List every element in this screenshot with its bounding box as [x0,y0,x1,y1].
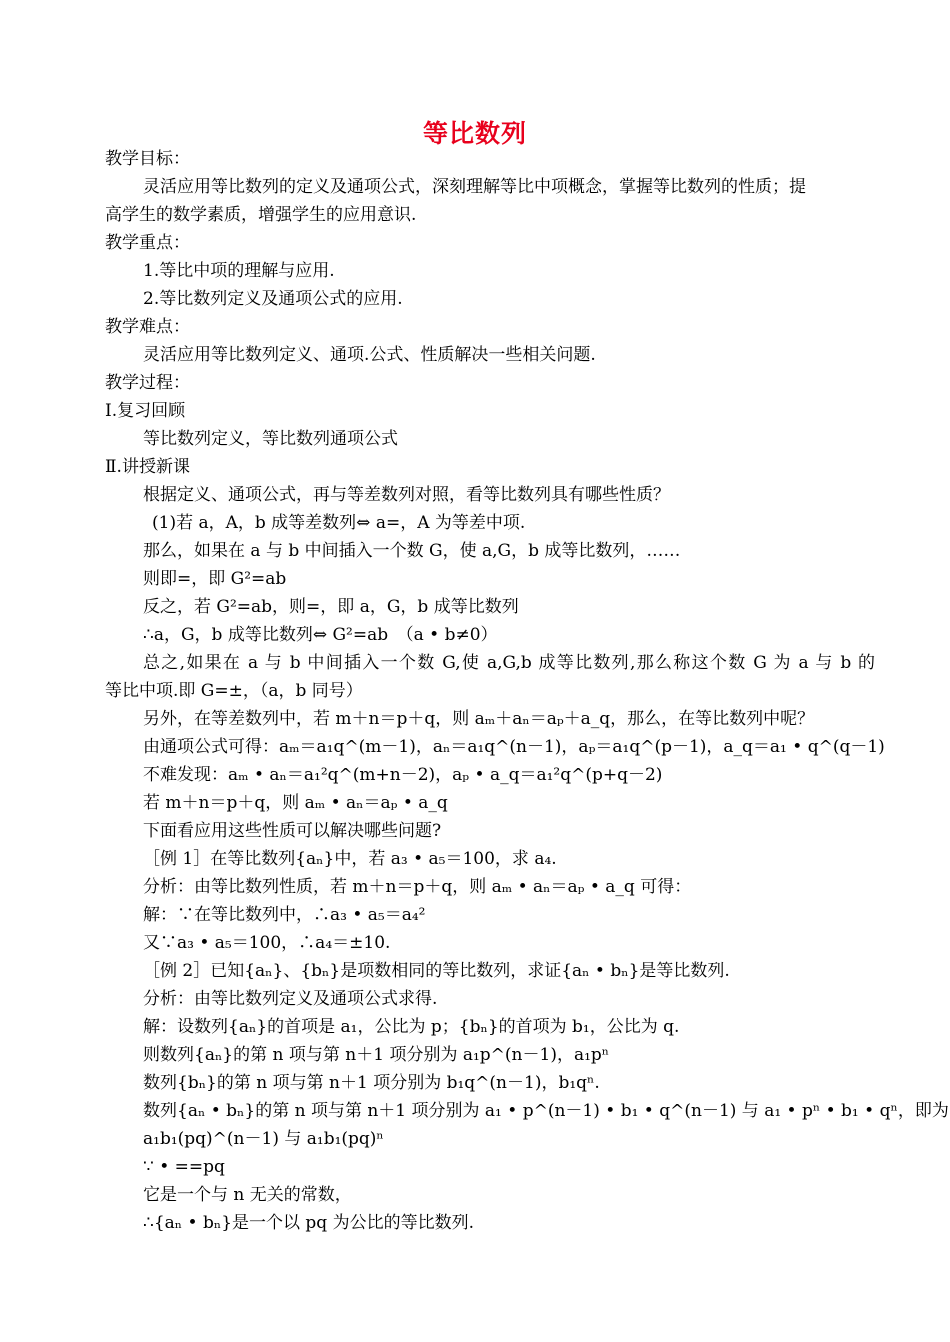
example-1-statement: ［例 1］在等比数列{aₙ}中，若 a₃ • a₅＝100，求 a₄. [143,849,557,869]
review-text: 等比数列定义，等比数列通项公式 [143,429,398,449]
example-2-solution-line-6: ∵ • ==pq [143,1157,225,1177]
property-1-line: (1)若 a，A，b 成等差数列⇔ a=，A 为等差中项. [152,513,526,533]
example-2-solution-line-2: 则数列{aₙ}的第 n 项与第 n＋1 项分别为 a₁p^(n－1)，a₁pⁿ [143,1045,610,1065]
example-2-statement: ［例 2］已知{aₙ}、{bₙ}是项数相同的等比数列，求证{aₙ • bₙ}是等比数列. [143,961,730,981]
section-heading-process: 教学过程： [105,373,190,393]
example-2-solution-line-7: 它是一个与 n 无关的常数， [143,1185,352,1205]
difficulties-text: 灵活应用等比数列定义、通项.公式、性质解决一些相关问题. [143,345,596,365]
example-1-solution-line-1: 解：∵在等比数列中，∴a₃ • a₅＝a₄² [143,905,426,925]
part-1-heading: Ⅰ.复习回顾 [105,401,186,421]
insert-number-line: 那么，如果在 a 与 b 中间插入一个数 G，使 a,G，b 成等比数列，…… [143,541,681,561]
arithmetic-property-line: 另外，在等差数列中，若 m＋n＝p＋q，则 aₘ＋aₙ＝aₚ＋a_q，那么，在等比数列中呢？ [143,709,815,729]
application-intro-line: 下面看应用这些性质可以解决哪些问题? [143,821,442,841]
property-conclusion-line: 若 m＋n＝p＋q，则 aₘ • aₙ＝aₚ • a_q [143,793,448,813]
summary-line-2: 等比中项.即 G=±，（a，b 同号） [105,681,363,701]
summary-line-1: 总之,如果在 a 与 b 中间插入一个数 G,使 a,G,b 成等比数列,那么称这个数 G 为 a 与 b 的 [143,653,875,673]
example-2-analysis: 分析：由等比数列定义及通项公式求得. [143,989,438,1009]
objectives-text-line-1: 灵活应用等比数列的定义及通项公式，深刻理解等比中项概念，掌握等比数列的性质；提 [143,177,806,197]
section-heading-key-points: 教学重点： [105,233,190,253]
example-2-solution-line-5: a₁b₁(pq)^(n－1) 与 a₁b₁(pq)ⁿ [143,1129,384,1149]
example-1-analysis: 分析：由等比数列性质，若 m＋n＝p＋q，则 aₘ • aₙ＝aₚ • a_q 可得： [143,877,692,897]
objectives-text-line-2: 高学生的数学素质，增强学生的应用意识. [105,205,417,225]
example-2-solution-line-1: 解：设数列{aₙ}的首项是 a₁，公比为 p；{bₙ}的首项为 b₁，公比为 q. [143,1017,680,1037]
intro-text: 根据定义、通项公式，再与等差数列对照，看等比数列具有哪些性质？ [143,485,670,505]
example-1-solution-line-2: 又∵a₃ • a₅＝100，∴a₄＝±10. [143,933,391,953]
section-heading-objectives: 教学目标： [105,149,190,169]
key-point-1: 1.等比中项的理解与应用. [143,261,335,281]
section-heading-difficulties: 教学难点： [105,317,190,337]
converse-line: 反之，若 G²=ab，则=，即 a，G，b 成等比数列 [143,597,519,617]
example-2-solution-line-3: 数列{bₙ}的第 n 项与第 n＋1 项分别为 b₁q^(n－1)，b₁qⁿ. [143,1073,600,1093]
observation-line: 不难发现：aₘ • aₙ＝a₁²q^(m+n－2)，aₚ • a_q＝a₁²q^(p+q－2) [143,765,663,785]
example-2-conclusion: ∴{aₙ • bₙ}是一个以 pq 为公比的等比数列. [143,1213,474,1233]
page-title: 等比数列 [422,119,527,148]
equivalence-line: ∴a，G，b 成等比数列⇔ G²=ab （a • b≠0） [143,625,498,645]
general-term-line: 由通项公式可得：aₘ＝a₁q^(m－1)，aₙ＝a₁q^(n－1)，aₚ＝a₁q^(p－1)，a_q＝a₁ • q^(q－1) [143,737,885,757]
part-2-heading: Ⅱ.讲授新课 [105,457,190,477]
key-point-2: 2.等比数列定义及通项公式的应用. [143,289,403,309]
example-2-solution-line-4: 数列{aₙ • bₙ}的第 n 项与第 n＋1 项分别为 a₁ • p^(n－1) • b₁ • q^(n－1) 与 a₁ • pⁿ • b₁ • qⁿ，即为 [143,1101,949,1121]
geometric-mean-line: 则即=，即 G²=ab [143,569,287,589]
